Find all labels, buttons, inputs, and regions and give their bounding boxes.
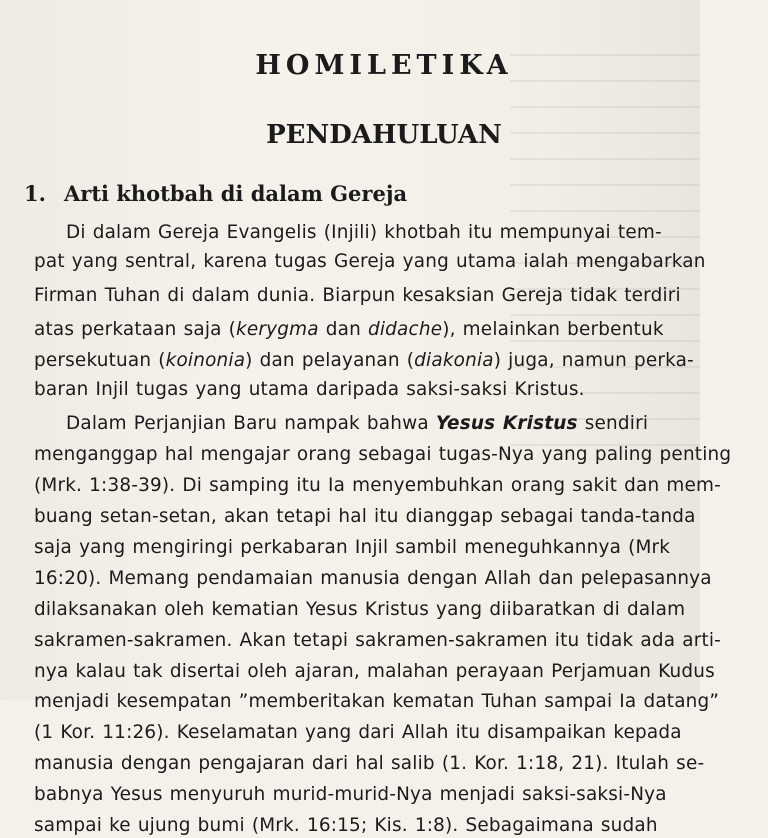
emphasized-text: Yesus Kristus <box>435 413 578 434</box>
text-line <box>34 783 667 807</box>
book-title: HOMILETIKA <box>255 50 513 81</box>
text-line <box>34 474 721 498</box>
emphasized-text: koinonia <box>165 350 246 371</box>
text-run: nya kalau tak disertai oleh ajaran, malahan perayaan Perjamuan Kudus <box>34 661 715 682</box>
text-line <box>34 567 712 591</box>
text-run: ), melainkan berbentuk <box>442 319 664 340</box>
text-run: menjadi kesempatan ”memberitakan kematan Tuhan sampai Ia datang” <box>34 691 720 712</box>
text-line <box>34 349 694 373</box>
text-line <box>34 443 731 467</box>
text-run: baran Injil tugas yang utama daripada saksi-saksi Kristus. <box>34 379 585 400</box>
text-line <box>34 536 670 560</box>
section-heading <box>24 181 407 206</box>
text-run: dan <box>318 319 368 340</box>
text-line <box>34 318 664 342</box>
text-run: sendiri <box>577 413 649 434</box>
text-line <box>34 690 719 714</box>
text-run: pat yang sentral, karena tugas Gereja yang utama ialah mengabarkan <box>34 251 706 272</box>
text-run: 16:20). Memang pendamaian manusia dengan Allah dan pelepasannya <box>34 568 712 589</box>
text-line <box>34 721 682 745</box>
text-line <box>34 752 704 776</box>
text-run: babnya Yesus menyuruh murid-murid-Nya menjadi saksi-saksi-Nya <box>34 784 667 805</box>
text-run: manusia dengan pengajaran dari hal salib (1. Kor. 1:18, 21). Itulah se- <box>34 753 705 774</box>
section-number: 1. <box>24 181 46 206</box>
text-line <box>34 660 715 684</box>
text-line <box>34 250 706 274</box>
text-run: saja yang mengiringi perkabaran Injil sambil meneguhkannya (Mrk <box>34 537 671 558</box>
text-run: persekutuan ( <box>34 350 166 371</box>
chapter-title: PENDAHULUAN <box>266 120 502 150</box>
text-run: Firman Tuhan di dalam dunia. Biarpun kesaksian Gereja tidak terdiri <box>34 285 681 306</box>
text-run: Dalam Perjanjian Baru nampak bahwa <box>66 413 436 434</box>
section-heading-text: Arti khotbah di dalam Gereja <box>64 181 408 206</box>
text-run: (1 Kor. 11:26). Keselamatan yang dari Allah itu disampaikan kepada <box>34 722 682 743</box>
text-line <box>34 629 721 653</box>
text-run: (Mrk. 1:38-39). Di samping itu Ia menyembuhkan orang sakit dan mem- <box>34 475 721 496</box>
text-run: buang setan-setan, akan tetapi hal itu dianggap sebagai tanda-tanda <box>34 506 696 527</box>
text-run: menganggap hal mengajar orang sebagai tugas-Nya yang paling penting <box>34 444 732 465</box>
text-line <box>66 412 648 436</box>
emphasized-text: didache <box>368 319 443 340</box>
text-line <box>66 221 662 245</box>
text-line <box>34 598 685 622</box>
text-run: sakramen-sakramen. Akan tetapi sakramen-sakramen itu tidak ada arti- <box>34 630 722 651</box>
text-line <box>34 378 585 402</box>
text-run: ) juga, namun perka- <box>493 350 694 371</box>
text-line <box>34 814 658 838</box>
text-line <box>34 284 681 308</box>
emphasized-text: kerygma <box>236 319 319 340</box>
text-run: ) dan pelayanan ( <box>245 350 415 371</box>
text-line <box>34 505 696 529</box>
text-run: sampai ke ujung bumi (Mrk. 16:15; Kis. 1:8). Sebagaimana sudah <box>34 815 658 836</box>
text-run: atas perkataan saja ( <box>34 319 237 340</box>
emphasized-text: diakonia <box>414 350 494 371</box>
text-run: dilaksanakan oleh kematian Yesus Kristus yang diibaratkan di dalam <box>34 599 686 620</box>
text-run: Di dalam Gereja Evangelis (Injili) khotbah itu mempunyai tem- <box>66 222 662 243</box>
